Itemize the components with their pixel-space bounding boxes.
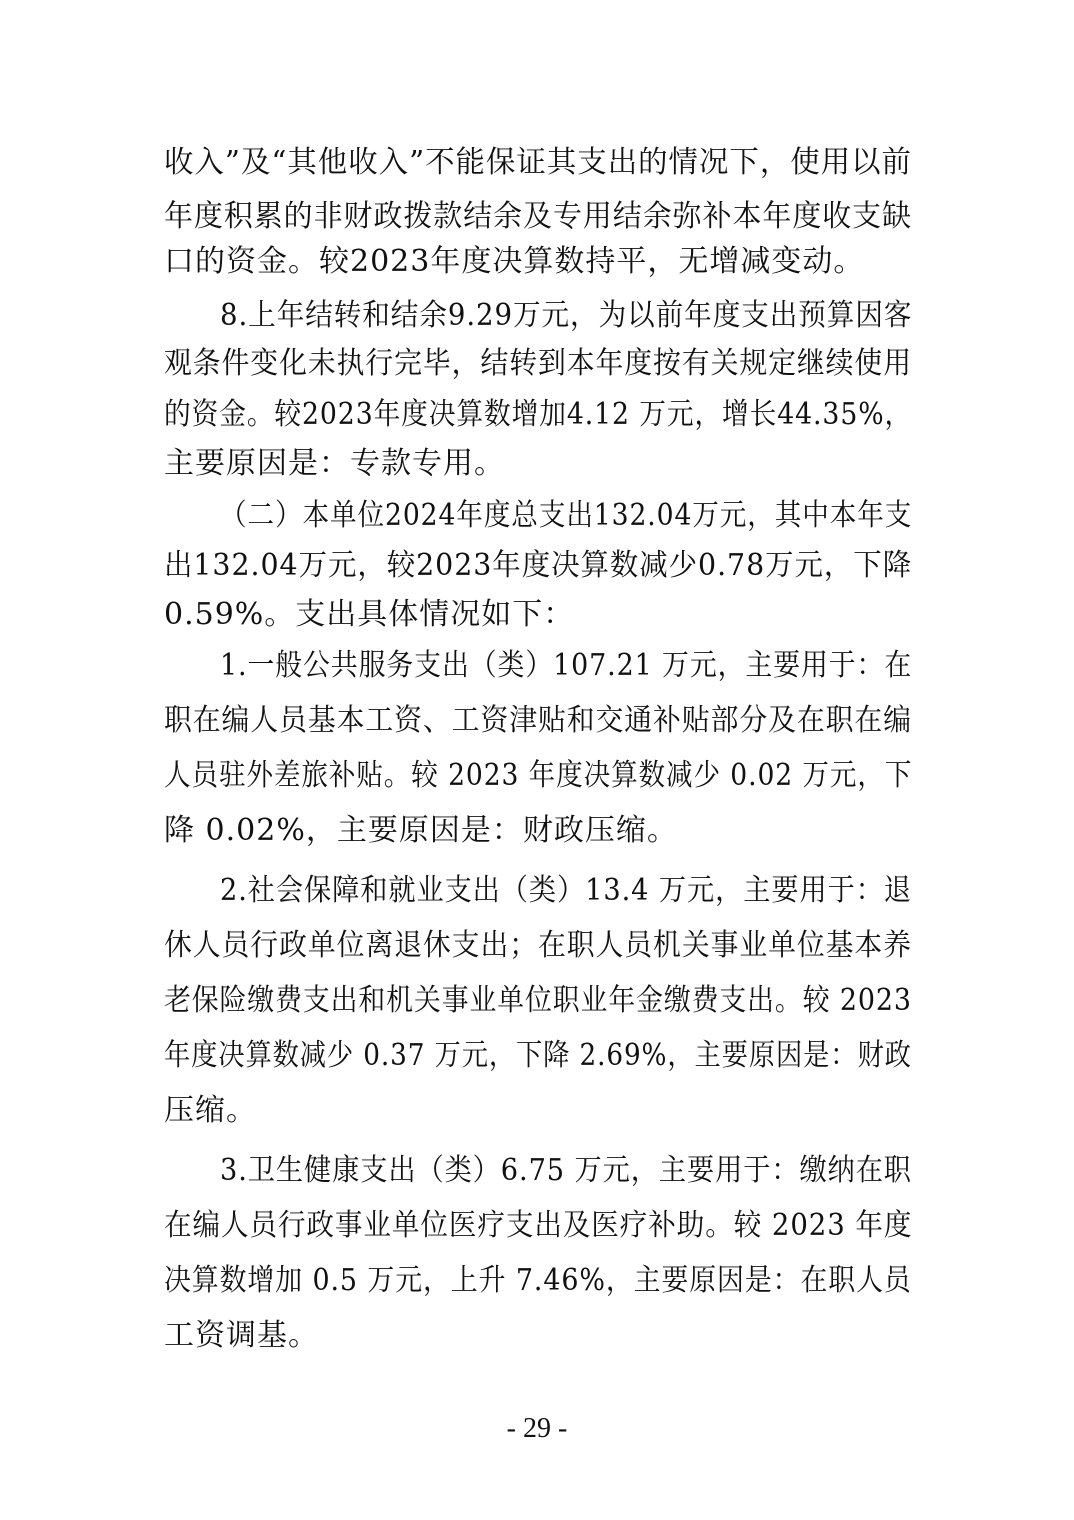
text-line: 3.卫生健康支出（类）6.75 万元，主要用于：缴纳在职 (220, 1153, 912, 1188)
text-line: 年度积累的非财政拨款结余及专用结余弥补本年度收支缺 (164, 199, 913, 234)
text-line: 2.社会保障和就业支出（类）13.4 万元，主要用于：退 (220, 873, 912, 908)
text-line: 口的资金。较2023年度决算数持平，无增减变动。 (164, 244, 865, 279)
text-line: 降 0.02%，主要原因是：财政压缩。 (164, 813, 678, 848)
text-line: 职在编人员基本工资、工资津贴和交通补贴部分及在职在编 (164, 703, 912, 738)
text-line: 人员驻外差旅补贴。较 2023 年度决算数减少 0.02 万元，下 (164, 758, 913, 793)
text-line: 8.上年结转和结余9.29万元，为以前年度支出预算因客 (220, 298, 913, 333)
text-line: 0.59%。支出具体情况如下： (164, 597, 575, 632)
page-number: - 29 - (506, 1413, 568, 1444)
text-line: 在编人员行政事业单位医疗支出及医疗补助。较 2023 年度 (164, 1208, 913, 1243)
text-line: 1.一般公共服务支出（类）107.21 万元，主要用于：在 (220, 648, 913, 683)
text-line: 老保险缴费支出和机关事业单位职业年金缴费支出。较 2023 (164, 983, 912, 1018)
text-line: 的资金。较2023年度决算数增加4.12 万元，增长44.35%， (164, 397, 913, 432)
text-line: 收入”及“其他收入”不能保证其支出的情况下，使用以前 (164, 145, 912, 180)
text-line: 年度决算数减少 0.37 万元，下降 2.69%，主要原因是：财政 (164, 1038, 912, 1073)
text-line: 压缩。 (164, 1093, 257, 1128)
text-line: 观条件变化未执行完毕，结转到本年度按有关规定继续使用 (164, 346, 912, 381)
text-line: （二）本单位2024年度总支出132.04万元，其中本年支 (220, 498, 913, 533)
text-line: 工资调基。 (164, 1318, 319, 1353)
text-line: 出132.04万元，较2023年度决算数减少0.78万元，下降 (164, 548, 913, 583)
text-line: 休人员行政单位离退休支出；在职人员机关事业单位基本养 (164, 928, 912, 963)
text-line: 主要原因是：专款专用。 (164, 446, 505, 481)
text-line: 决算数增加 0.5 万元，上升 7.46%，主要原因是：在职人员 (164, 1263, 912, 1298)
